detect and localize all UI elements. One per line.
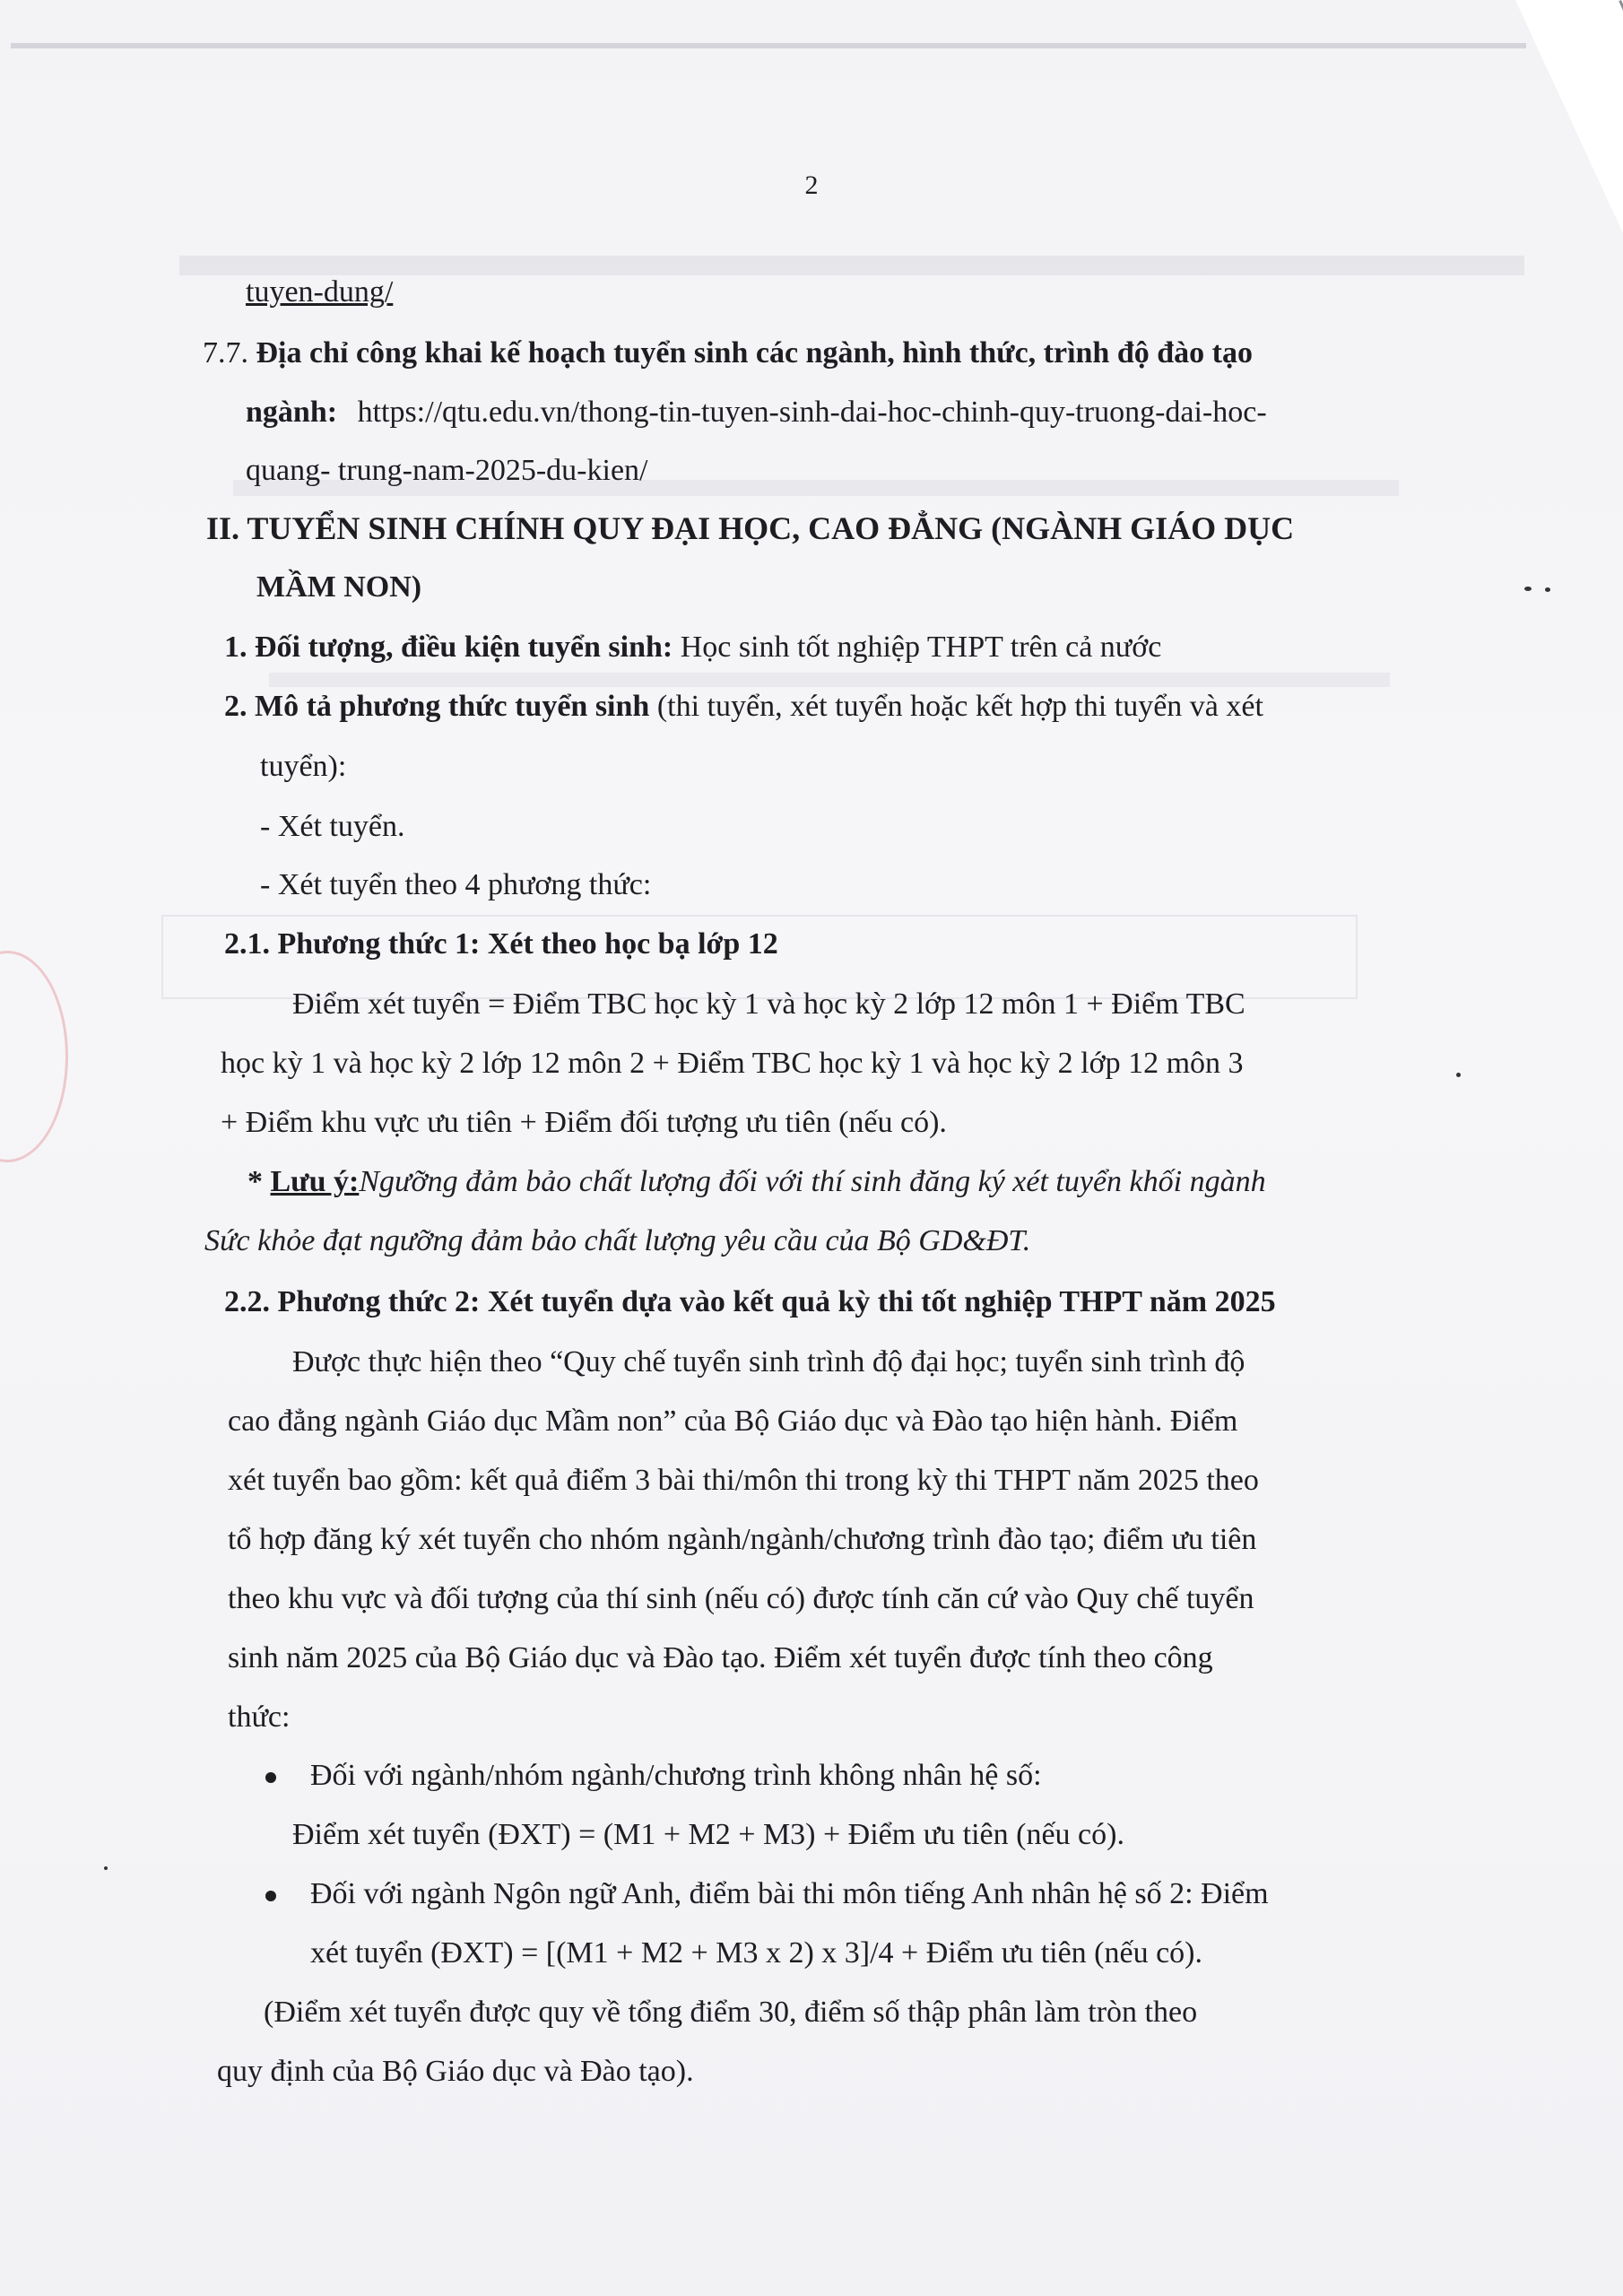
subsection-2-1-heading: 2.1. Phương thức 1: Xét theo học bạ lớp 12 [224,927,778,961]
scan-speck [1456,1073,1461,1077]
part-ii-heading: II. TUYỂN SINH CHÍNH QUY ĐẠI HỌC, CAO ĐẲNG (NGÀNH GIÁO DỤC [206,510,1295,546]
scan-speck [1545,587,1550,592]
subsection-2-2-heading: 2.2. Phương thức 2: Xét tuyển dựa vào kết quả kỳ thi tốt nghiệp THPT năm 2025 [224,1285,1276,1318]
url-continuation [246,273,393,312]
page-edge-shadow [11,43,1526,48]
item-2-label: 2. Mô tả phương thức tuyển sinh [224,690,650,723]
note-label: Lưu ý: [270,1165,360,1198]
page-number: 2 [804,170,819,200]
formula-line: Điểm xét tuyển (ĐXT) = (M1 + M2 + M3) + Điểm ưu tiên (nếu có). [292,1818,1124,1851]
section-title: Địa chỉ công khai kế hoạch tuyển sinh các ngành, hình thức, trình độ đào tạo [256,336,1253,370]
scan-speck [104,1866,108,1870]
paragraph-line: sinh năm 2025 của Bộ Giáo dục và Đào tạo. Điểm xét tuyển được tính theo công [228,1641,1213,1674]
item-1-label: 1. Đối tượng, điều kiện tuyển sinh: [224,631,673,664]
item-1-line [224,628,1161,667]
label-nganh: ngành: [246,396,338,429]
note-star: * [247,1165,271,1198]
part-ii-heading-cont: MẦM NON) [256,570,422,604]
note-line-cont: Sức khỏe đạt ngưỡng đảm bảo chất lượng yêu cầu của Bộ GD&ĐT. [204,1224,1031,1257]
paragraph-line: Điểm xét tuyển = Điểm TBC học kỳ 1 và học kỳ 2 lớp 12 môn 1 + Điểm TBC [292,987,1245,1021]
dash-item: - Xét tuyển theo 4 phương thức: [260,868,652,901]
dash-item: - Xét tuyển. [260,810,405,843]
bullet-item: Đối với ngành Ngôn ngữ Anh, điểm bài thi môn tiếng Anh nhân hệ số 2: Điểm [310,1877,1269,1910]
red-stamp-partial [0,951,68,1162]
paragraph-line: tổ hợp đăng ký xét tuyển cho nhóm ngành/ngành/chương trình đào tạo; điểm ưu tiên [228,1523,1257,1556]
paragraph-line: + Điểm khu vực ưu tiên + Điểm đối tượng ưu tiên (nếu có). [221,1106,947,1139]
bullet-item: Đối với ngành/nhóm ngành/chương trình không nhân hệ số: [310,1759,1042,1792]
note-line [247,1162,1266,1202]
paragraph-line: cao đẳng ngành Giáo dục Mầm non” của Bộ Giáo dục và Đào tạo hiện hành. Điểm [228,1405,1238,1438]
paragraph-line: học kỳ 1 và học kỳ 2 lớp 12 môn 2 + Điểm TBC học kỳ 1 và học kỳ 2 lớp 12 môn 3 [221,1047,1244,1080]
item-2-line [224,687,1263,726]
paragraph-line: thức: [228,1700,291,1734]
url-continuation: quang- trung-nam-2025-du-kien/ [246,454,648,487]
item-2-cont: tuyển): [260,750,347,783]
paragraph-line: theo khu vực và đối tượng của thí sinh (nếu có) được tính căn cứ vào Quy chế tuyển [228,1582,1254,1615]
paragraph-line: quy định của Bộ Giáo dục và Đào tạo). [217,2055,694,2088]
note-text: Ngưỡng đảm bảo chất lượng đối với thí sinh đăng ký xét tuyển khối ngành [359,1165,1266,1198]
section-number: 7.7. [203,336,248,370]
section-7-7-url-line [246,393,1267,432]
paragraph-line: (Điểm xét tuyển được quy về tổng điểm 30, điểm số thập phân làm tròn theo [264,1996,1198,2029]
bleed-through-mark [269,673,1390,687]
formula-line: xét tuyển (ĐXT) = [(M1 + M2 + M3 x 2) x 3]/4 + Điểm ưu tiên (nếu có). [310,1936,1202,1970]
paragraph-line: Được thực hiện theo “Quy chế tuyển sinh trình độ đại học; tuyển sinh trình độ [292,1345,1245,1378]
bullet-icon [265,1891,276,1901]
link-text: tuyen-dung/ [246,275,394,309]
paragraph-line: xét tuyển bao gồm: kết quả điểm 3 bài thi/môn thi trong kỳ thi THPT năm 2025 theo [228,1464,1259,1497]
scan-speck [1524,587,1532,591]
item-2-text: (thi tuyển, xét tuyển hoặc kết hợp thi tuyển và xét [649,690,1263,723]
bullet-icon [265,1772,276,1783]
url-text: https://qtu.edu.vn/thong-tin-tuyen-sinh-dai-hoc-chinh-quy-truong-dai-hoc- [357,396,1267,429]
item-1-text: Học sinh tốt nghiệp THPT trên cả nước [673,631,1162,664]
section-7-7-heading [203,334,1253,373]
